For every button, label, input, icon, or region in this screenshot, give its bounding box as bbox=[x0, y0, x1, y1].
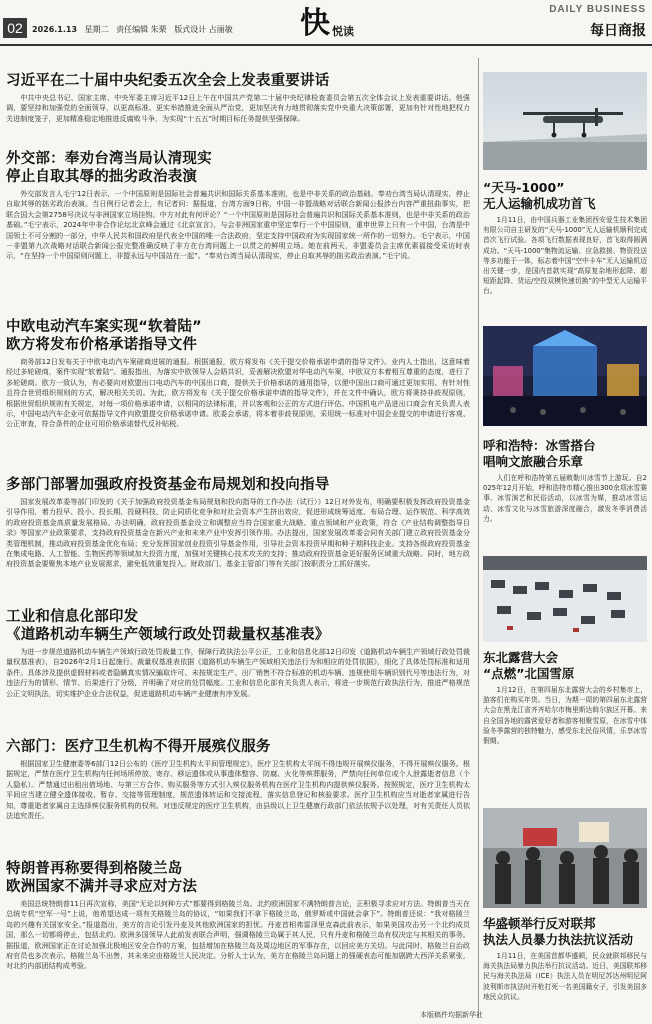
sidebar-body: 1月11日，由中国兵器工业集团西安爱生技术集团有限公司自主研发的“天马-1000”无人运输机顺利完成首次飞行试验。各项飞行数据表现良好，首飞取得圆满成功。“天马-1000”集物流运输、应急救援、物资投送等多功能于一体，标志着中国“空中卡车”无人运输机迈出关键一步，是国内首款实现“高原复杂地形起降、超短距起降、货运/空投双模快速切换”的中型无人运输平台。 bbox=[483, 216, 647, 296]
article-body: 商务部12日发布关于中欧电动汽车案磋商进展的通报。根据通报，欧方将发布《关于提交价格承诺申请的指导文件》。业内人士指出，这意味着经过多轮磋商，案件实现“软着陆”。通报指出，为落实中欧领导人会晤共识，妥善解决欧盟对华电动汽车案，中欧双方本着相互尊重的态度，进行了多轮磋商。欧方一致认为，有必要向对欧盟出口电动汽车的中国出口商，提供关于价格承诺的通用指导，以便中国出口商可通过更加实用、有针对性且符合世贸组织规则的方式，解决相关关切。为此，欧方将发布《关于提交价格承诺申请的指导文件》，并在文件中确认，欧方将秉持非歧视原则，根据世贸组织规则有关规定，对每一项价格承诺申请，以相同的法律标准，并以客观和公正的方式进行评估。中国机电产品进出口商会有关负责人表示，中国电动汽车企业可依据指导文件向欧盟提交价格承诺申请。欧委会承诺，将本着非歧视原则，采用统一标准对中国企业提交的申请进行客观、公正审查，符合条件的企业可用价格承诺替代反补贴税。 bbox=[6, 357, 470, 429]
ice-festival-photo bbox=[483, 326, 647, 426]
article-xi-speech[interactable] bbox=[6, 72, 470, 125]
article-greenland[interactable] bbox=[6, 860, 470, 1003]
article-body: 外交部发言人毛宁12日表示，一个中国原则是国际社会普遍共识和国际关系基本准则，也是中非关系的政治基础。奉劝台湾当局认清现实，停止自取其辱的拙劣政治表演。当日例行记者会上，有记者问：据报道，台湾方面9日称，中国一非盟战略对话联合新闻公报涉台内容严重扭曲事实，把联合国大会第2758号决议与非洲国家立场挂钩。中方对此有何评论？“一个中国原则是国际社会普遍共识和国际关系基本准则，也是中非关系的政治基础。”毛宁表示，2024年中非合作论坛北京峰会通过《北京宣言》，与会非洲国家重申坚定奉行一个中国原则，重申世界上只有一个中国，台湾是中国领土不可分割的一部分，中华人民共和国政府是代表全中国的唯一合法政府，坚定支持中国政府为实现国家统一所作的一切努力。毛宁表示，中国－非盟第九次战略对话联合新闻公报完整准确反映了非方在台湾问题上一以贯之的鲜明立场。她在前两天，非盟委员会主席优素福接受采访时表示，“在坚持一个中国原则问题上，非盟永远与中国站在一起”。“奉劝台湾当局认清现实，停止自取其辱的拙劣政治表演。”毛宁说。 bbox=[6, 189, 470, 261]
article-funeral-services[interactable] bbox=[6, 738, 470, 853]
page-header bbox=[0, 0, 652, 44]
article-headline: 习近平在二十届中央纪委五次全会上发表重要讲话 bbox=[6, 73, 330, 89]
column-divider bbox=[478, 58, 479, 1018]
footer-source: 本版稿件均据新华社 bbox=[420, 1011, 483, 1019]
sidebar-headline-line1: 东北露营大会 bbox=[483, 650, 559, 665]
sidebar-headline-line2: 执法人员暴力执法抗议活动 bbox=[483, 932, 634, 947]
designer-credit: 版式设计 占丽敏 bbox=[174, 25, 233, 34]
article-body: 美国总统特朗普11日再次宣称，美国“无论以何种方式”都要得到格陵兰岛。北约欧洲国家不满特朗普言论，正积极寻求应对方法。特朗普当天在总统专机“空军一号”上说，他希望达成一项有关格陵兰岛的协议，“如果我们不拿下格陵兰岛，俄罗斯或中国就会拿下”。特朗普还说：“我对格陵兰岛的兴趣有关国家安全。”报道指出，美方的言论引发丹麦及其他欧洲国家的担忧。丹麦首相弗雷泽里克森此前表示，如果美国攻击另一个北约成员国，那么一切都将停止，包括北约。欧洲多国领导人此前发表联合声明，强调格陵兰岛属于其人民，只有丹麦和格陵兰岛有权决定与其相关的事务。据报道，欧洲国家正在讨论加强北极地区安全合作的方案，包括增加在格陵兰岛及周边地区的军事存在，以回应美方关切。与此同时，格陵兰自治政府官员也多次表示，格陵兰岛不出售，其未来应由格陵兰人民决定。分析人士认为，美方在格陵兰岛问题上的强硬表态可能加剧跨大西洋关系紧张，对北约内部团结构成考验。 bbox=[6, 899, 470, 971]
article-investment-fund[interactable] bbox=[6, 476, 470, 591]
paper-name-cn: 每日商报 bbox=[590, 23, 646, 39]
section-logo-small: 悦读 bbox=[332, 25, 354, 38]
sidebar-body: 1月11日，在美国首都华盛顿，民众就联邦移民与海关执法局暴力执法举行抗议活动。近日，美国联邦移民与海关执法局（ICE）执法人员在明尼苏达州明尼阿波利斯市执法时开枪打死一名美国籍女子，引发美国多地民众抗议。 bbox=[483, 952, 647, 1001]
sidebar-story-hohhot[interactable] bbox=[483, 438, 647, 525]
article-taiwan[interactable] bbox=[6, 150, 470, 303]
article-ev-case[interactable] bbox=[6, 318, 470, 441]
sidebar-headline-line1: 呼和浩特：冰雪搭台 bbox=[483, 438, 596, 453]
article-headline-line2: 停止自取其辱的拙劣政治表演 bbox=[6, 169, 198, 185]
sidebar-headline-line2: 无人运输机成功首飞 bbox=[483, 196, 596, 211]
drone-photo bbox=[483, 72, 647, 170]
sidebar-headline-line1: 华盛顿举行反对联邦 bbox=[483, 916, 596, 931]
article-body: 根据国家卫生健康委等6部门12日公布的《医疗卫生机构太平间管理规定》，医疗卫生机构太平间不得违规开展殡仪服务，不得开展殡仪服务。根据规定，严禁在医疗卫生机构内任何场所停放、寄存、移运遗体或从事遗体整容、防腐、火化等殡葬服务，严禁向任何单位或个人泄露逝者信息（个人隐私）。严禁通过出租出借场地、与第三方合作、购买服务等方式引入殡仪服务机构在医疗卫生机构内提供殡仪服务。按照规定，医疗卫生机构太平间应当建立健全遗体接收、暂存、交接等管理制度，规范遗体转运和交接流程，落实信息登记和核验要求。医疗卫生机构应当对逝者家属进行告知，尊重逝者家属自主选择殡仪服务机构的权利。对违反规定的医疗卫生机构，由县级以上卫生健康行政部门依法依规予以处理，对有关责任人员依法追究责任。 bbox=[6, 759, 470, 821]
issue-date: 2026.1.13 bbox=[32, 25, 78, 34]
article-body: 国家发展改革委等部门印发的《关于加强政府投资基金布局规划和投向指导的工作办法（试行）》12日对外发布，明确要积极发挥政府投资基金引导作用，着力投早、投小、投长期、投硬科技，防止同质化竞争和对社会资本产生挤出效应，促进形成统筹适度、布局合理、运作规范、科学高效的政府投资基金高质量发展格局。办法明确，政府投资基金设立和调整应当符合国家重大战略、重点领域和产业政策，符合《产业结构调整指导目录》等国家产业政策要求，支持政府投资基金在新兴产业和未来产业中发挥引领作用。办法提出，国家发展改革委会同有关部门建立政府投资基金分类管理机制，推动政府投资基金优化布局；充分发挥国家创业投资引导基金作用，引导社会资本投资早期和种子期科技企业。支持各级政府投资基金在集成电路、人工智能、生物医药等领域加大投资力度，加强对关键核心技术攻关的支持；推动政府投资基金更好服务区域重大战略。同时，地方政府投资基金要聚焦本地产业发展需求，避免低效重复投入。财政部门、基金主管部门等有关部门按职责分工抓好落实。 bbox=[6, 497, 470, 569]
sidebar-story-protest[interactable] bbox=[483, 916, 647, 1013]
article-headline-line1: 特朗普再称要得到格陵兰岛 bbox=[6, 861, 183, 877]
article-miit-vehicle[interactable] bbox=[6, 608, 470, 699]
article-headline-line1: 外交部：奉劝台湾当局认清现实 bbox=[6, 151, 212, 167]
sidebar-body: 1月12日，在第四届东北露营大会的乡村集市上，游客们在购买年货。当日，为期一周的第四届东北露营大会在黑龙江省齐齐哈尔市梅里斯达斡尔族区开幕。来自全国各地的露营爱好者和游客相聚雪原，在冰雪中体验冬季露营的独特魅力，感受东北民俗风情，乐享冰雪假期。 bbox=[483, 686, 647, 746]
paper-name-en: DAILY BUSINESS bbox=[549, 4, 646, 15]
article-headline-line2: 欧方将发布价格承诺指导文件 bbox=[6, 337, 198, 353]
article-body: 中共中央总书记、国家主席、中央军委主席习近平12日上午在中国共产党第二十届中央纪律检查委员会第五次全体会议上发表重要讲话。他强调，要坚持和加强党的全面领导，以更高标准、更实举措推进全面从严治党，更加坚决有力地贯彻落实党中央重大决策部署，更加有针对性地把权力关进制度笼子，更加精准稳定地推进反腐败斗争，为实现“十五五”时期目标任务提供坚强保障。 bbox=[6, 93, 470, 123]
sidebar-headline-line1: “天马-1000” bbox=[483, 180, 565, 195]
protest-photo bbox=[483, 808, 647, 908]
header-divider bbox=[0, 44, 652, 46]
sidebar-story-camping[interactable] bbox=[483, 650, 647, 767]
article-headline-line1: 工业和信息化部印发 bbox=[6, 609, 139, 625]
article-headline-line1: 中欧电动汽车案实现“软着陆” bbox=[6, 319, 202, 335]
article-body: 为进一步规范道路机动车辆生产领域行政处罚裁量工作，保障行政执法公平公正，工业和信息化部12日印发《道路机动车辆生产领域行政处罚裁量权基准表》，自2026年2月1日起施行。裁量权基准表依据《道路机动车辆生产领域相关违法行为和相应的处罚依据》，细化了具体处罚标准和适用条件。具体涉及提供虚假材料或者隐瞒真实情况骗取许可、未按规定生产、出厂销售不符合标准的机动车辆、违规使用车辆识别代号等违法行为，对违法行为的情形、情节、后果进行了分级，并明确了对应的处罚幅度。工业和信息化部有关负责人表示，将进一步规范行政执法行为，推进严格规范公正文明执法，切实维护企业合法权益，促进道路机动车辆产业健康有序发展。 bbox=[6, 647, 470, 698]
sidebar-headline-line2: “点燃”北国雪原 bbox=[483, 666, 575, 681]
editor-credit: 责任编辑 朱栗 bbox=[116, 25, 167, 34]
article-headline-line2: 《道路机动车辆生产领域行政处罚裁量权基准表》 bbox=[6, 627, 330, 643]
weekday: 星期二 bbox=[84, 25, 109, 34]
article-headline-line2: 欧洲国家不满并寻求应对方法 bbox=[6, 879, 198, 895]
sidebar-story-drone[interactable] bbox=[483, 180, 647, 307]
sidebar-headline-line2: 唱响文旅融合乐章 bbox=[483, 454, 584, 469]
camping-photo bbox=[483, 556, 647, 642]
page-number: 02 bbox=[3, 18, 27, 38]
section-logo-big: 快 bbox=[300, 6, 330, 41]
article-headline: 多部门部署加强政府投资基金布局规划和投向指导 bbox=[6, 477, 330, 493]
sidebar-body: 人们在呼和浩特第五届敕勒川冰雪节上游玩。自2025年12月开始，呼和浩特市精心推出300余项冰雪赛事、冰雪演艺和民俗活动，以冰雪为媒，推动冰雪运动、冰雪文化与冰雪旅游深度融合，激发冬季消费活力。 bbox=[483, 474, 647, 523]
article-headline: 六部门：医疗卫生机构不得开展殡仪服务 bbox=[6, 739, 271, 755]
header-info bbox=[32, 24, 238, 35]
